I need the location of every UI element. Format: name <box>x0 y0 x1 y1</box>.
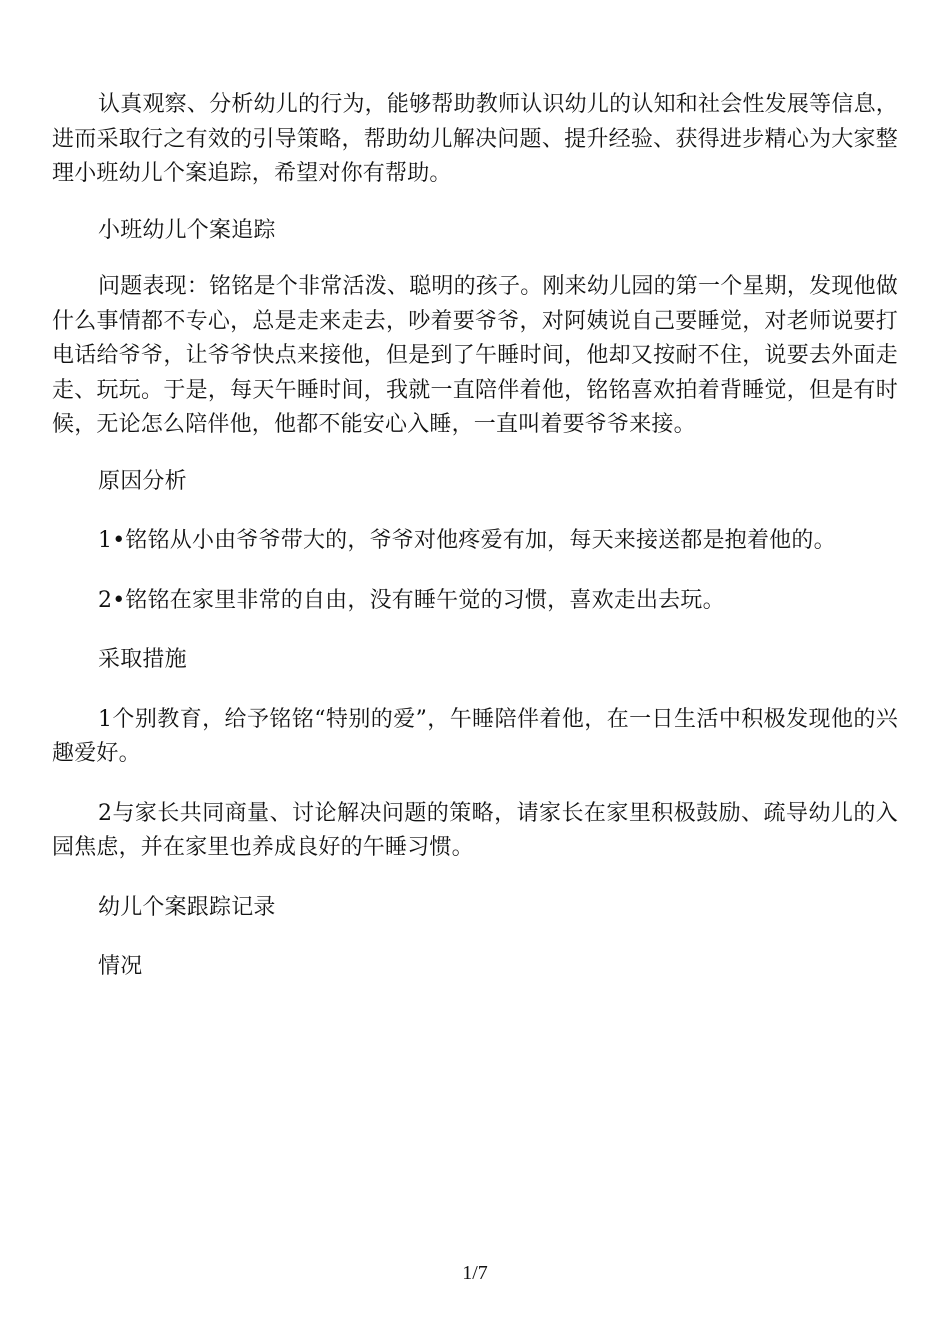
measure-item-2: 2与家长共同商量、讨论解决问题的策略，请家长在家里积极鼓励、疏导幼儿的入园焦虑，并在家里也养成良好的午睡习惯。 <box>52 800 898 860</box>
page-number: 1/7 <box>462 1262 488 1284</box>
document-body <box>52 88 898 985</box>
section-heading-record: 幼儿个案跟踪记录 <box>98 894 276 920</box>
cause-item-2: 2•铭铭在家里非常的自由，没有睡午觉的习惯，喜欢走出去玩。 <box>98 587 725 613</box>
measure-item-1: 1个别教育，给予铭铭“特别的爱”，午睡陪伴着他，在一日生活中积极发现他的兴趣爱好。 <box>52 706 898 766</box>
section-heading-cause: 原因分析 <box>98 468 187 494</box>
problem-paragraph: 问题表现：铭铭是个非常活泼、聪明的孩子。刚来幼儿园的第一个星期，发现他做什么事情都不专心，总是走来走去，吵着要爷爷，对阿姨说自己要睡觉，对老师说要打电话给爷爷，让爷爷快点来接他，但是到了午睡时间，他却又按耐不住，说要去外面走走、玩玩。于是，每天午睡时间，我就一直陪伴着他，铭铭喜欢拍着背睡觉，但是有时候，无论怎么陪伴他，他都不能安心入睡，一直叫着要爷爷来接。 <box>52 274 898 437</box>
section-title: 小班幼儿个案追踪 <box>98 217 276 243</box>
intro-paragraph: 认真观察、分析幼儿的行为，能够帮助教师认识幼儿的认知和社会性发展等信息，进而采取行之有效的引导策略，帮助幼儿解决问题、提升经验、获得进步精心为大家整理小班幼儿个案追踪，希望对你有帮助。 <box>52 92 898 186</box>
section-heading-situation: 情况 <box>98 954 143 979</box>
cause-item-1: 1•铭铭从小由爷爷带大的，爷爷对他疼爱有加，每天来接送都是抱着他的。 <box>98 528 836 553</box>
section-heading-measures: 采取措施 <box>98 647 187 672</box>
